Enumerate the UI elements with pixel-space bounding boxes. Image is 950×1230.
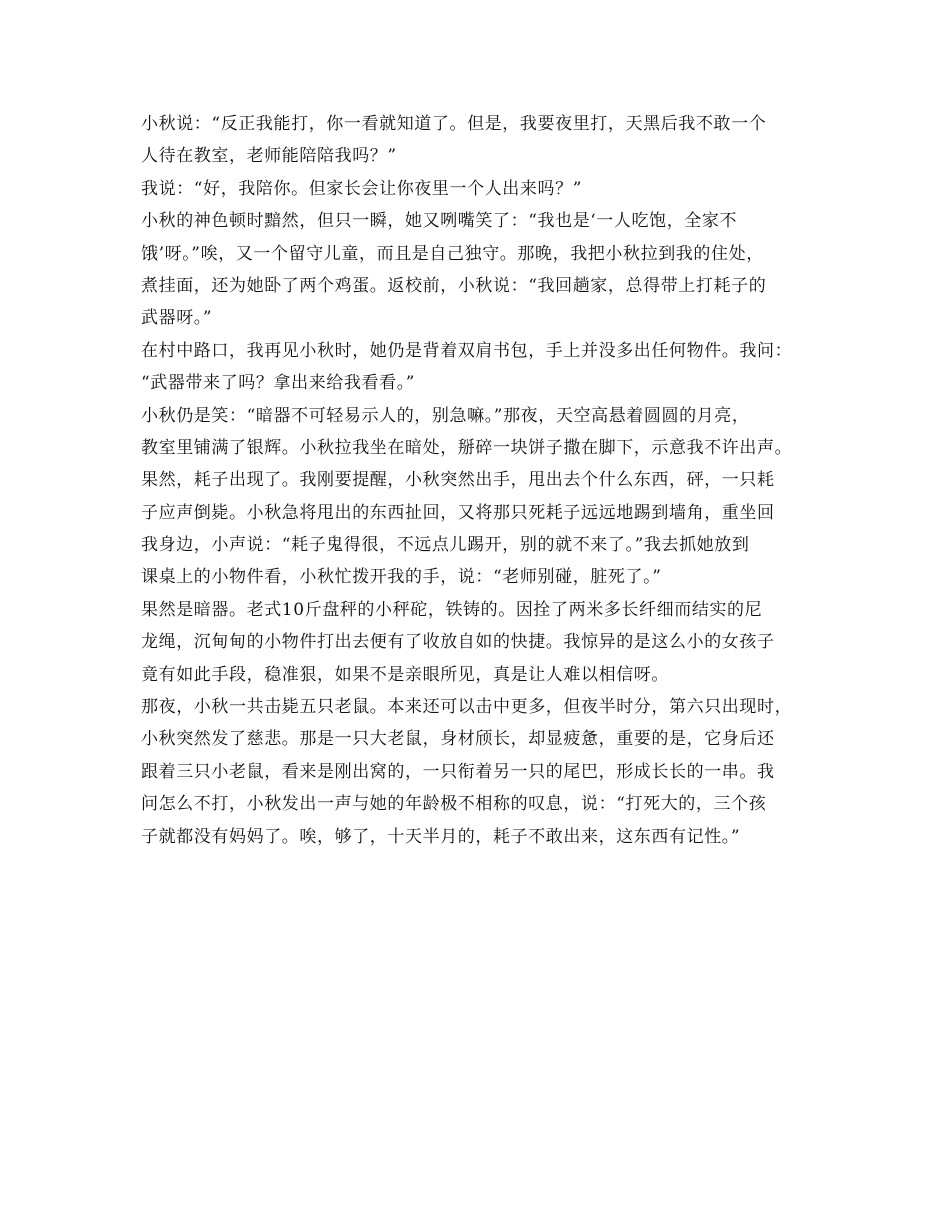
text-line: 问怎么不打，小秋发出一声与她的年龄极不相称的叹息，说：“打死大的，三个孩: [141, 794, 767, 815]
text-line: 子就都没有妈妈了。唉，够了，十天半月的，耗子不敢出来，这东西有记性。”: [141, 826, 741, 847]
text-line: “武器带来了吗？拿出来给我看看。”: [141, 373, 416, 394]
text-line: 小秋仍是笑：“暗器不可轻易示人的，别急嘛。”那夜，天空高悬着圆圆的月亮，: [141, 405, 750, 426]
text-line: 课桌上的小物件看，小秋忙拨开我的手，说：“老师别碰，脏死了。”: [141, 567, 662, 588]
text-line: 煮挂面，还为她卧了两个鸡蛋。返校前，小秋说：“我回趟家，总得带上打耗子的: [141, 275, 767, 296]
text-line: 我说：“好，我陪你。但家长会让你夜里一个人出来吗？”: [141, 178, 582, 199]
story-text: [141, 108, 821, 853]
text-line: 果然，耗子出现了。我刚要提醒，小秋突然出手，甩出去个什么东西，砰，一只耗: [141, 470, 775, 491]
text-line: 教室里铺满了银辉。小秋拉我坐在暗处，掰碎一块饼子撒在脚下，示意我不许出声。: [141, 437, 793, 458]
text-line: 子应声倒毙。小秋急将甩出的东西扯回，又将那只死耗子远远地踢到墙角，重坐回: [141, 502, 775, 523]
text-line: 跟着三只小老鼠，看来是刚出窝的，一只衔着另一只的尾巴，形成长长的一串。我: [141, 761, 775, 782]
text-line: 龙绳，沉甸甸的小物件打出去便有了收放自如的快捷。我惊异的是这么小的女孩子: [141, 632, 775, 653]
text-line: 小秋说：“反正我能打，你一看就知道了。但是，我要夜里打，天黑后我不敢一个: [141, 114, 767, 134]
text-line: 小秋的神色顿时黯然，但只一瞬，她又咧嘴笑了：“我也是‘一人吃饱，全家不: [141, 211, 738, 232]
text-line: 人待在教室，老师能陪陪我吗？”: [141, 146, 397, 167]
text-line: 饿’呀。”唉，又一个留守儿童，而且是自己独守。那晚，我把小秋拉到我的住处，: [141, 243, 764, 264]
text-line: 我身边，小声说：“耗子鬼得很，不远点儿踢开，别的就不来了。”我去抓她放到: [141, 535, 750, 556]
text-line: 武器呀。”: [141, 308, 213, 329]
text-line: 小秋突然发了慈悲。那是一只大老鼠，身材颀长，却显疲惫，重要的是，它身后还: [141, 729, 775, 750]
text-line: 果然是暗器。老式10斤盘秤的小秤砣，铁铸的。因拴了两米多长纤细而结实的尼: [141, 599, 763, 620]
text-line: 在村中路口，我再见小秋时，她仍是背着双肩书包，手上并没多出任何物件。我问：: [141, 340, 793, 361]
text-line: 那夜，小秋一共击毙五只老鼠。本来还可以击中更多，但夜半时分，第六只出现时，: [141, 697, 793, 718]
text-line: 竟有如此手段，稳准狠，如果不是亲眼所见，真是让人难以相信呀。: [141, 664, 669, 685]
